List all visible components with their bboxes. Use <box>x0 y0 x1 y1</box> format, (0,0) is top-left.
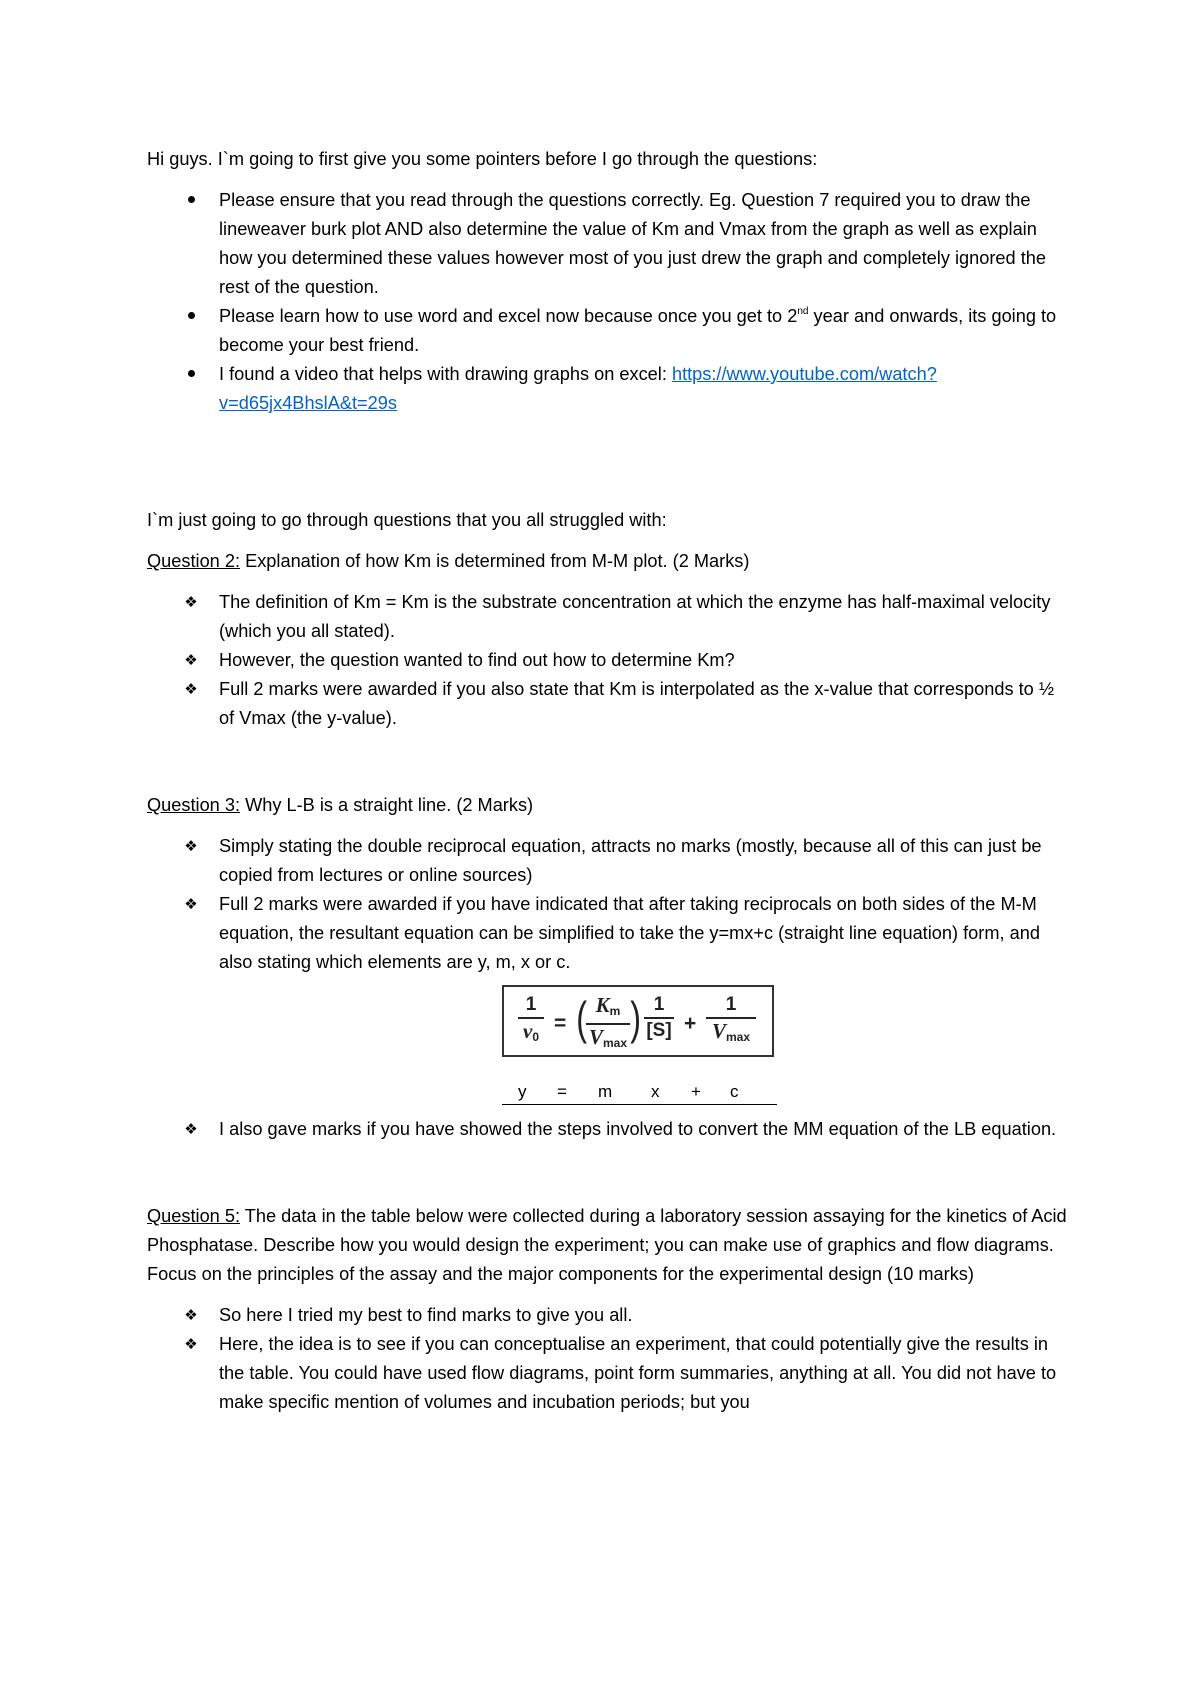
label-x: x <box>651 1082 660 1101</box>
bullet-icon <box>181 360 201 389</box>
diamond-bullet-icon: ❖ <box>184 895 198 913</box>
diamond-bullet-icon: ❖ <box>184 680 198 698</box>
diamond-bullet-icon: ❖ <box>184 1120 198 1138</box>
right-paren: ) <box>630 992 642 1044</box>
question-3-list-continued <box>147 1115 1067 1144</box>
plus-sign: + <box>684 1012 697 1035</box>
diamond-bullet-icon: ❖ <box>184 1335 198 1353</box>
list-item: ❖ The definition of Km = Km is the substrate concentration at which the enzyme has half-maximal velocity (which you all stated). <box>147 588 1067 646</box>
equals-sign: = <box>554 1012 567 1035</box>
superscript: nd <box>797 306 809 317</box>
question-5-heading: Question 5: The data in the table below were collected during a laboratory session assaying for the kinetics of Acid Phosphatase. Describe how you would design the experiment; you can make use of graphics and flow diagrams. Focus on the principles of the assay and the major components for the experimental design (10 marks) <box>147 1206 1067 1284</box>
diamond-bullet-icon: ❖ <box>184 651 198 669</box>
youtube-link[interactable]: https://www.youtube.com/watch?v=d65jx4BhslA&t=29s <box>219 364 937 413</box>
label-m: m <box>598 1082 613 1101</box>
question-3-heading: Question 3: Why L-B is a straight line. (2 Marks) <box>147 795 534 815</box>
label-equals: = <box>557 1082 567 1101</box>
fraction-km-over-vmax: $K_m$ $V_{max}$ <box>586 993 630 1055</box>
pointers-list <box>147 186 1067 418</box>
fraction-1-over-s: $\frac{1}{[S]}$ <box>644 993 674 1043</box>
list-item: ❖ However, the question wanted to find out how to determine Km? <box>147 646 1067 675</box>
list-item: ❖ I also gave marks if you have showed the steps involved to convert the MM equation of the LB equation. <box>147 1115 1067 1144</box>
diamond-bullet-icon: ❖ <box>184 837 198 855</box>
list-item: Please ensure that you read through the questions correctly. Eg. Question 7 required you to draw the lineweaver burk plot AND also determine the value of Km and Vmax from the graph as well as explain how you determined these values however most of you just drew the graph and completely ignored the rest of the question. <box>147 186 1067 302</box>
list-item: ❖ Simply stating the double reciprocal equation, attracts no marks (mostly, because all of this can just be copied from lectures or online sources) <box>147 832 1067 890</box>
diamond-bullet-icon: ❖ <box>184 593 198 611</box>
left-paren: ( <box>576 992 588 1044</box>
list-item: ❖ Here, the idea is to see if you can conceptualise an experiment, that could potentially give the results in the table. You could have used flow diagrams, point form summaries, anything at all. You did not have to make specific mention of volumes and incubation periods; but you <box>147 1330 1067 1417</box>
question-2-heading: Question 2: Explanation of how Km is determined from M-M plot. (2 Marks) <box>147 551 750 571</box>
equation-box <box>502 985 774 1057</box>
bullet-icon <box>181 302 201 331</box>
intro-paragraph: Hi guys. I`m going to first give you some pointers before I go through the questions: <box>147 149 818 169</box>
list-item: I found a video that helps with drawing graphs on excel: https://www.youtube.com/watch?v=d65jx4BhslA&t=29s <box>147 360 1067 418</box>
question-2-list <box>147 588 1067 733</box>
label-plus: + <box>691 1082 701 1101</box>
list-item: ❖ So here I tried my best to find marks to give you all. <box>147 1301 1067 1330</box>
lineweaver-burk-equation <box>147 985 1067 1109</box>
struggled-intro: I`m just going to go through questions that you all struggled with: <box>147 510 667 530</box>
diamond-bullet-icon: ❖ <box>184 1306 198 1324</box>
question-3-list <box>147 832 1067 977</box>
bullet-icon <box>181 186 201 215</box>
label-y: y <box>518 1082 527 1101</box>
list-item: ❖ Full 2 marks were awarded if you have indicated that after taking reciprocals on both sides of the M-M equation, the resultant equation can be simplified to take the y=mx+c (straight line equation) form, and also stating which elements are y, m, x or c. <box>147 890 1067 977</box>
label-c: c <box>730 1082 739 1101</box>
list-item: ❖ Full 2 marks were awarded if you also state that Km is interpolated as the x-value that corresponds to ½ of Vmax (the y-value). <box>147 675 1067 733</box>
document-body <box>147 145 1067 1417</box>
fraction-1-over-vmax: 1 $V_{max}$ <box>706 993 756 1049</box>
question-5-list <box>147 1301 1067 1417</box>
equation-underline <box>502 1104 777 1105</box>
fraction-1-over-v0: $\frac{1}{v_0}$ <box>518 993 544 1049</box>
list-item: Please learn how to use word and excel now because once you get to 2nd year and onwards, its going to become your best friend. <box>147 302 1067 360</box>
